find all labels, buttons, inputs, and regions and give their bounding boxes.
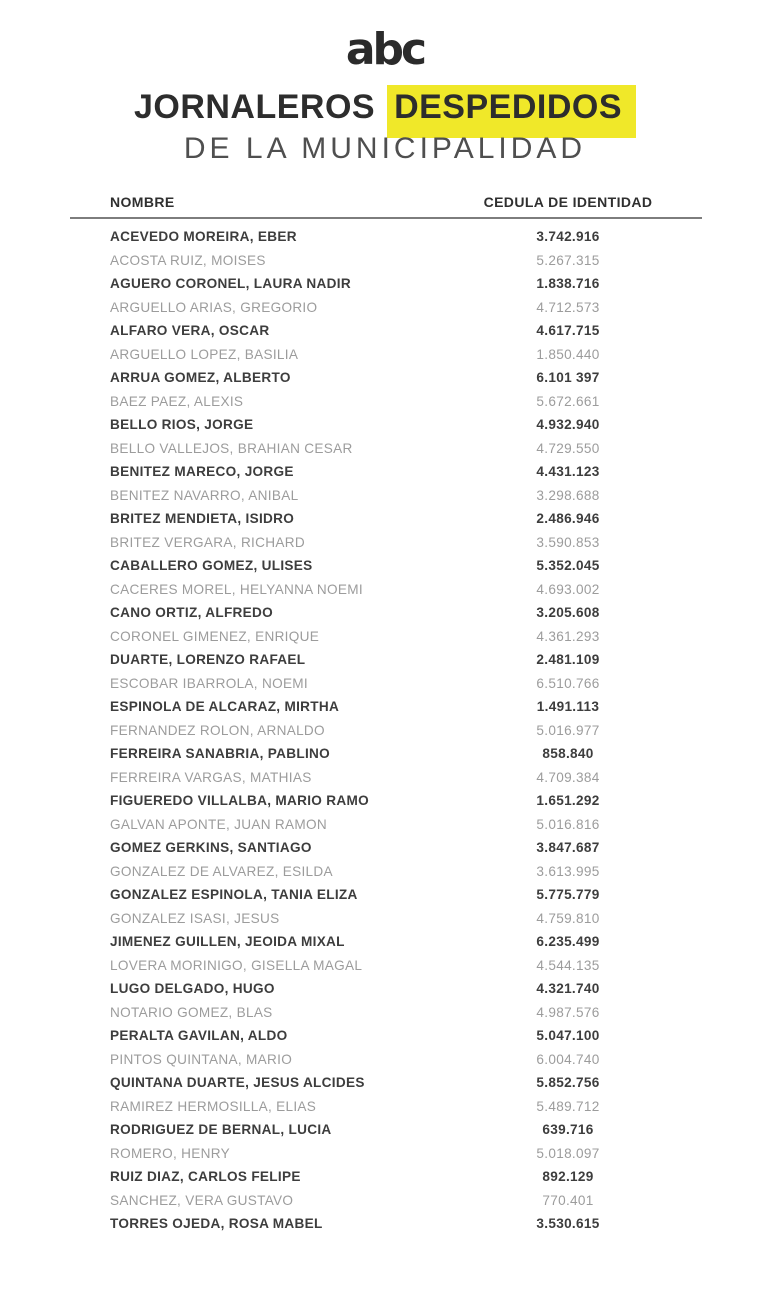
person-id-number: 5.852.756 [536,1075,600,1091]
table-row [70,836,708,860]
person-name: CACERES MOREL, HELYANNA NOEMI [110,581,363,597]
person-name: ARRUA GOMEZ, ALBERTO [110,370,291,386]
table-row [70,1095,708,1119]
table-row [70,343,708,367]
person-name: GONZALEZ ISASI, JESUS [110,910,280,926]
person-id-number: 6.235.499 [536,934,600,950]
page-subtitle: DE LA MUNICIPALIDAD [183,132,587,165]
table-row [70,789,708,813]
table-row [70,601,708,625]
person-name: SANCHEZ, VERA GUSTAVO [110,1192,294,1208]
person-name: PINTOS QUINTANA, MARIO [110,1051,293,1067]
person-name: BRITEZ VERGARA, RICHARD [110,534,305,550]
person-name: ROMERO, HENRY [110,1145,230,1161]
table-row [70,907,708,931]
person-name: FERNANDEZ ROLON, ARNALDO [110,722,325,738]
table-row [70,1212,708,1236]
person-id-number: 6.510.766 [536,675,600,691]
person-name: BELLO VALLEJOS, BRAHIAN CESAR [110,440,353,456]
table-row [70,249,708,273]
person-name: GONZALEZ ESPINOLA, TANIA ELIZA [110,887,358,903]
table-row [70,1024,708,1048]
person-id-number: 4.712.573 [536,299,600,315]
person-name: DUARTE, LORENZO RAFAEL [110,652,306,668]
person-name: NOTARIO GOMEZ, BLAS [110,1004,273,1020]
person-id-number: 4.321.740 [536,981,600,997]
person-name: BENITEZ NAVARRO, ANIBAL [110,487,299,503]
table-row [70,977,708,1001]
person-id-number: 2.486.946 [536,511,600,527]
person-id-number: 4.932.940 [536,417,600,433]
table-row [70,719,708,743]
table-row [70,366,708,390]
person-name: ARGUELLO LOPEZ, BASILIA [110,346,299,362]
person-name: CANO ORTIZ, ALFREDO [110,605,274,621]
column-header-nombre: NOMBRE [110,194,175,210]
table-row [70,742,708,766]
person-id-number: 4.544.135 [536,957,600,973]
table-row [70,1165,708,1189]
person-id-number: 3.847.687 [536,840,600,856]
person-name: FIGUEREDO VILLALBA, MARIO RAMO [110,793,369,809]
person-name: LUGO DELGADO, HUGO [110,981,275,997]
person-name: BELLO RIOS, JORGE [110,417,254,433]
person-id-number: 4.759.810 [536,910,600,926]
table-row [70,1189,708,1213]
table-row [70,319,708,343]
person-name: FERREIRA SANABRIA, PABLINO [110,746,331,762]
table-row [70,1118,708,1142]
table-row [70,578,708,602]
person-name: CORONEL GIMENEZ, ENRIQUE [110,628,320,644]
table-row [70,648,708,672]
table-row [70,860,708,884]
table-row [70,930,708,954]
table-row [70,1001,708,1025]
person-name: GOMEZ GERKINS, SANTIAGO [110,840,312,856]
person-name: JIMENEZ GUILLEN, JEOIDA MIXAL [110,934,345,950]
person-id-number: 3.590.853 [536,534,600,550]
table-row [70,460,708,484]
person-id-number: 5.267.315 [536,252,600,268]
person-id-number: 4.987.576 [536,1004,600,1020]
table-row [70,1142,708,1166]
table-header-row [70,194,708,210]
person-id-number: 770.401 [542,1192,594,1208]
person-name: PERALTA GAVILAN, ALDO [110,1028,288,1044]
person-id-number: 4.617.715 [536,323,600,339]
person-name: ESCOBAR IBARROLA, NOEMI [110,675,309,691]
table-row [70,625,708,649]
person-id-number: 6.101 397 [536,370,600,386]
person-name: ACEVEDO MOREIRA, EBER [110,229,297,245]
table-row [70,766,708,790]
title-block [0,86,770,168]
person-name: BENITEZ MARECO, JORGE [110,464,294,480]
person-id-number: 3.742.916 [536,229,600,245]
person-id-number: 5.775.779 [536,887,600,903]
person-id-number: 4.729.550 [536,440,600,456]
table-row [70,507,708,531]
person-id-number: 5.672.661 [536,393,600,409]
person-name: LOVERA MORINIGO, GISELLA MAGAL [110,957,363,973]
person-name: GALVAN APONTE, JUAN RAMON [110,816,327,832]
table-row [70,484,708,508]
table-row [70,390,708,414]
person-id-number: 5.489.712 [536,1098,600,1114]
person-id-number: 1.651.292 [536,793,600,809]
person-name: ALFARO VERA, OSCAR [110,323,270,339]
person-id-number: 5.016.977 [536,722,600,738]
person-id-number: 5.016.816 [536,816,600,832]
person-id-number: 1.838.716 [536,276,600,292]
table-row [70,695,708,719]
person-id-number: 4.431.123 [536,464,600,480]
person-id-number: 5.352.045 [536,558,600,574]
person-name: RUIZ DIAZ, CARLOS FELIPE [110,1169,301,1185]
employees-table [70,194,708,1236]
person-name: RAMIREZ HERMOSILLA, ELIAS [110,1098,317,1114]
person-name: ESPINOLA DE ALCARAZ, MIRTHA [110,699,340,715]
table-row [70,437,708,461]
header-divider-line [70,217,702,219]
table-row [70,1071,708,1095]
person-id-number: 4.361.293 [536,628,600,644]
person-id-number: 5.047.100 [536,1028,600,1044]
person-id-number: 6.004.740 [536,1051,600,1067]
person-id-number: 3.530.615 [536,1216,600,1232]
person-id-number: 2.481.109 [536,652,600,668]
person-name: TORRES OJEDA, ROSA MABEL [110,1216,323,1232]
person-name: AGUERO CORONEL, LAURA NADIR [110,276,351,292]
person-id-number: 3.205.608 [536,605,600,621]
table-row [70,531,708,555]
table-row [70,225,708,249]
person-id-number: 1.491.113 [536,699,600,715]
person-id-number: 5.018.097 [536,1145,600,1161]
person-name: BRITEZ MENDIETA, ISIDRO [110,511,295,527]
table-row [70,672,708,696]
table-row [70,954,708,978]
person-name: ACOSTA RUIZ, MOISES [110,252,266,268]
table-row [70,272,708,296]
person-name: GONZALEZ DE ALVAREZ, ESILDA [110,863,333,879]
page-title [0,86,770,128]
abc-color-logo: abc [345,24,425,75]
table-row [70,883,708,907]
person-name: FERREIRA VARGAS, MATHIAS [110,769,312,785]
person-id-number: 4.693.002 [536,581,600,597]
person-id-number: 3.613.995 [536,863,600,879]
table-row [70,1048,708,1072]
person-name: QUINTANA DUARTE, JESUS ALCIDES [110,1075,365,1091]
person-name: BAEZ PAEZ, ALEXIS [110,393,244,409]
person-id-number: 3.298.688 [536,487,600,503]
title-word-jornaleros: JORNALEROS [133,88,376,126]
person-id-number: 1.850.440 [536,346,600,362]
table-row [70,413,708,437]
table-row [70,813,708,837]
person-id-number: 4.709.384 [536,769,600,785]
person-name: CABALLERO GOMEZ, ULISES [110,558,313,574]
person-id-number: 892.129 [542,1169,594,1185]
table-row [70,296,708,320]
table-row [70,554,708,578]
person-name: ARGUELLO ARIAS, GREGORIO [110,299,318,315]
table-body [70,225,708,1236]
title-word-despedidos-highlighted: DESPEDIDOS [387,85,636,138]
column-header-cedula: CEDULA DE IDENTIDAD [483,194,653,210]
person-id-number: 858.840 [542,746,594,762]
person-id-number: 639.716 [542,1122,594,1138]
page [0,24,770,1311]
person-name: RODRIGUEZ DE BERNAL, LUCIA [110,1122,332,1138]
